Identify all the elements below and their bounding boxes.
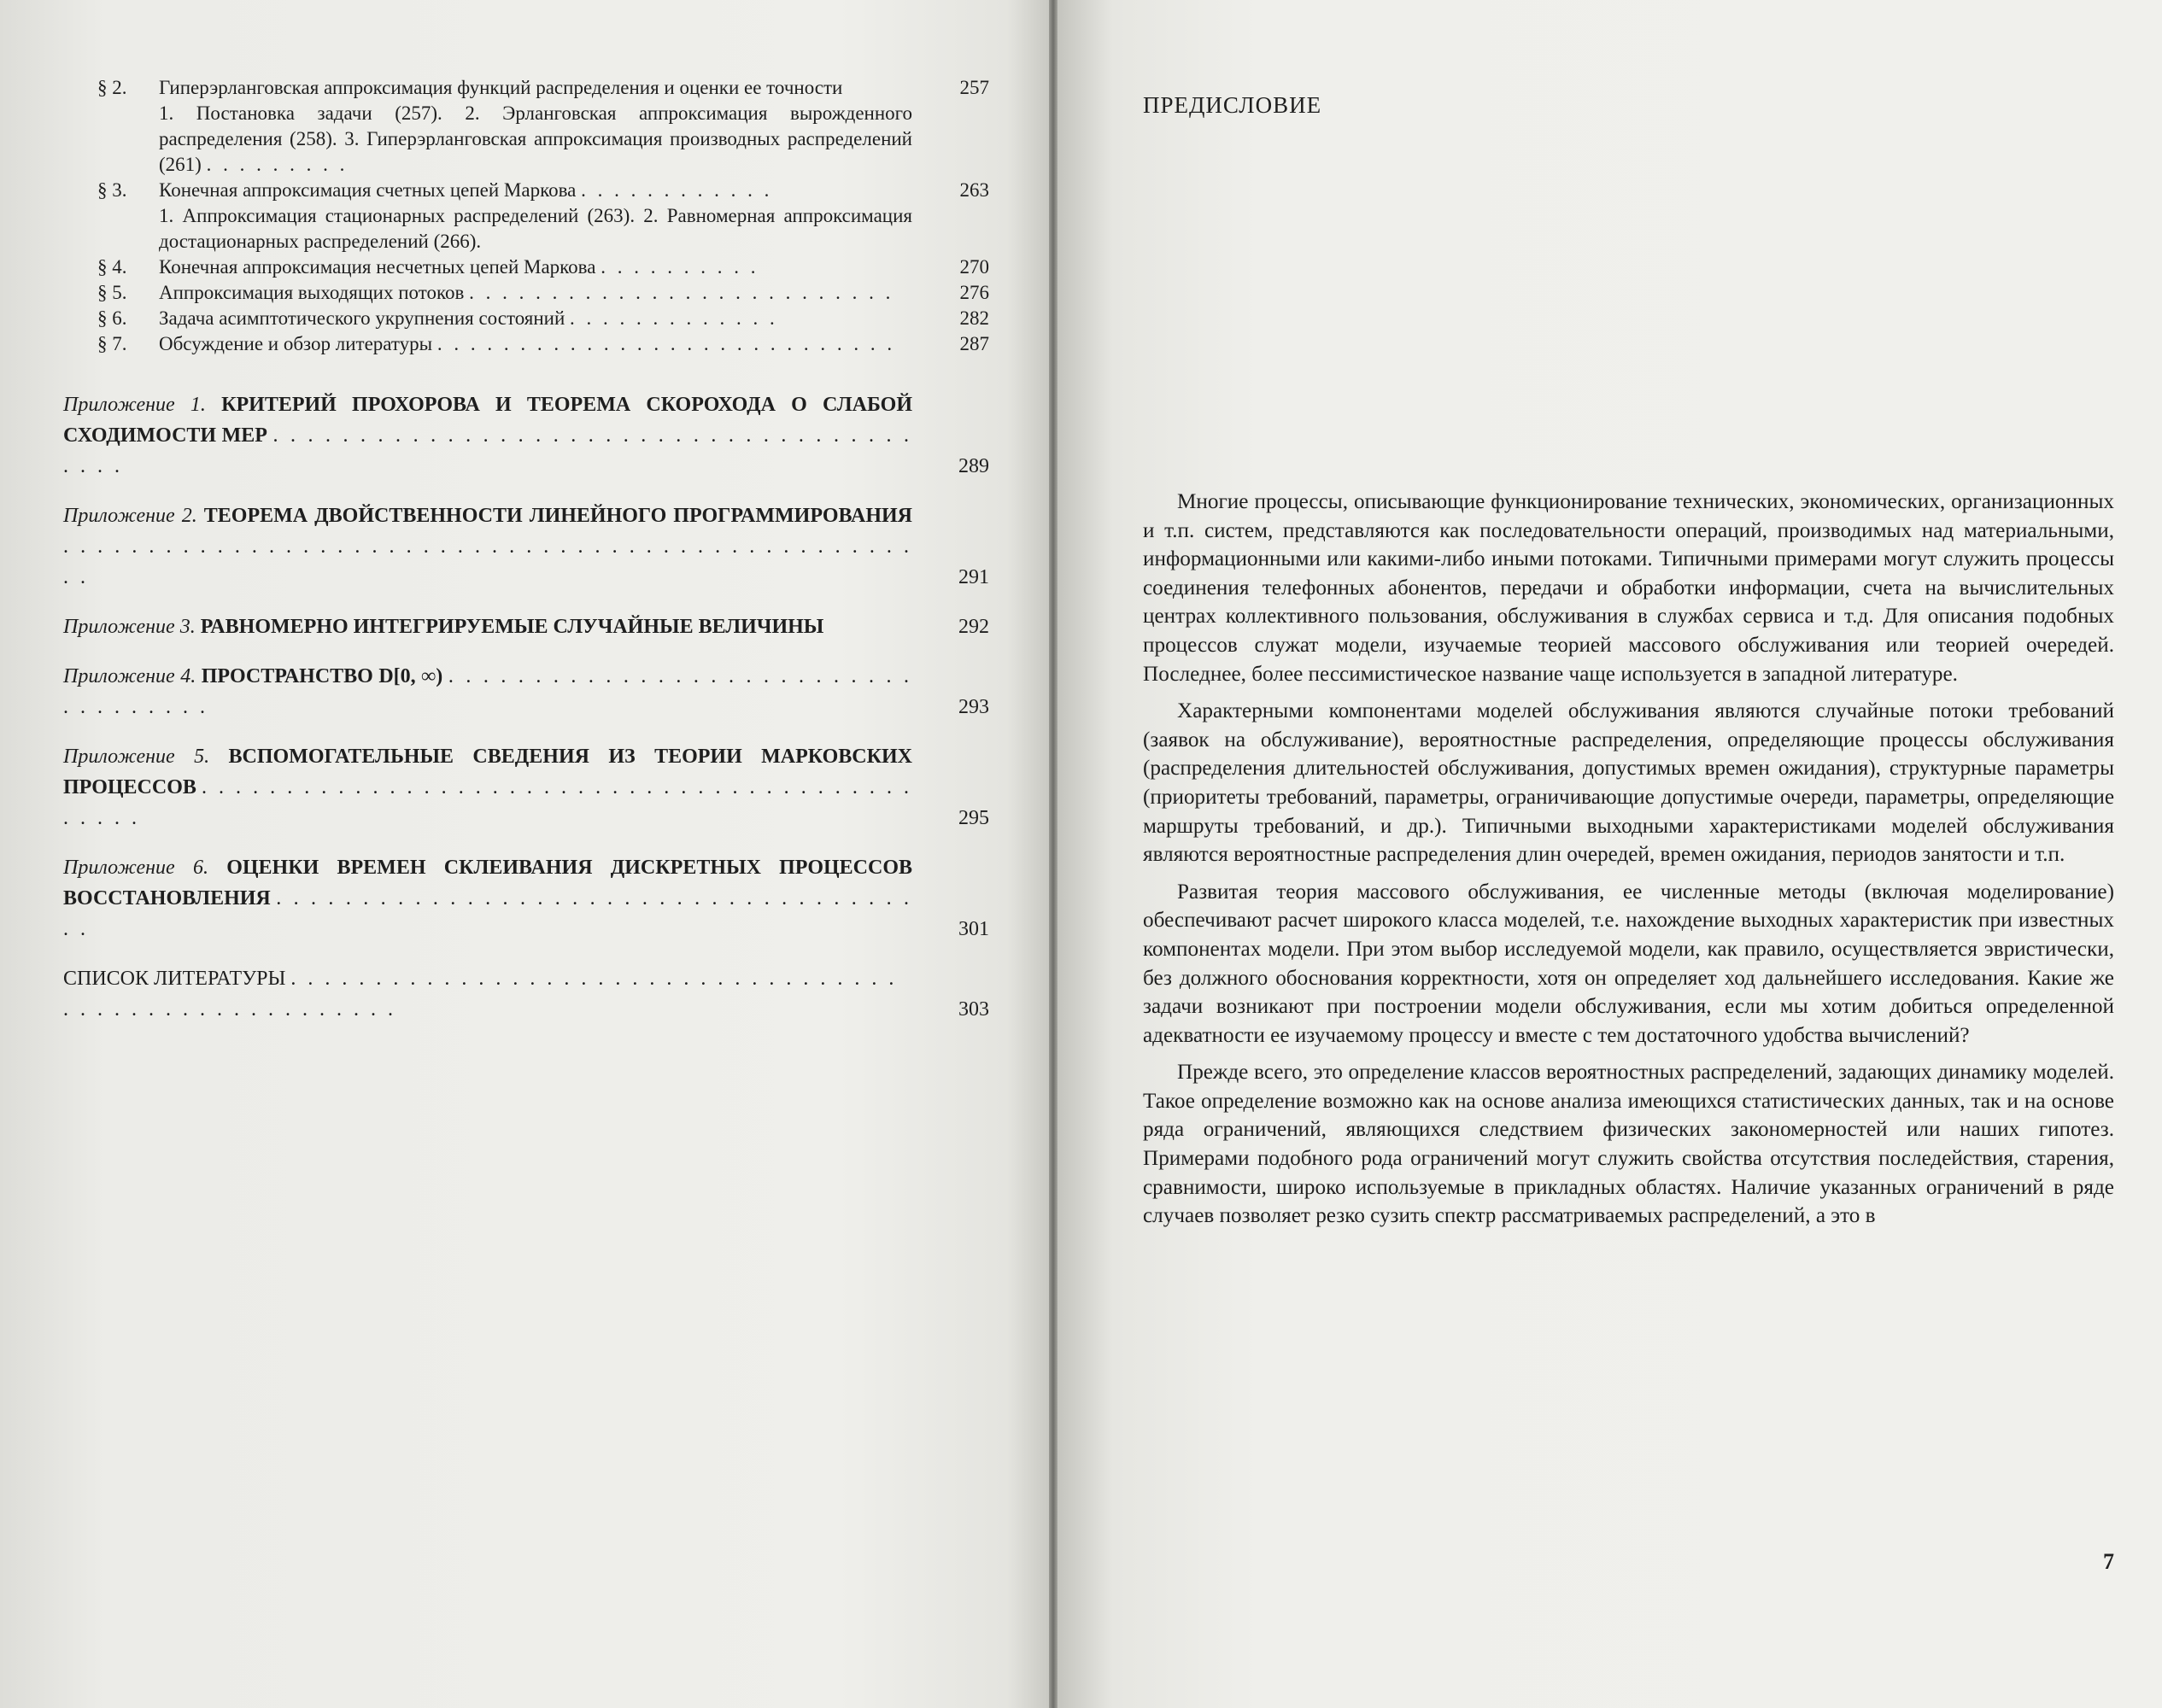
section-title: Задача асимптотического укрупнения состояний	[159, 307, 565, 329]
section-page: 257	[959, 77, 989, 98]
appendix-title: ТЕОРЕМА ДВОЙСТВЕННОСТИ ЛИНЕЙНОГО ПРОГРАММИРОВАНИЯ	[203, 505, 912, 527]
appendix-label: Приложение 5.	[63, 746, 210, 768]
section-number: § 5.	[97, 282, 127, 303]
section-page: 282	[959, 307, 989, 329]
preface-paragraph: Развитая теория массового обслуживания, ее численные методы (включая моделирование) обеспечивают расчет широкого класса моделей, т.е. нахождение выходных характеристик при известных компонентах модели. При этом выбор исследуемой модели, как правило, осуществляется эвристически, без должного обоснования корректности, хотя он определяет ход дальнейшего исследования. Какие же задачи возникают при построении модели обслуживания, если мы хотим добиться определенной адекватности ее изучаемому процессу и вместе с тем достаточного удобства вычислений?	[1143, 880, 2114, 1047]
section-page: 270	[959, 256, 989, 278]
toc-section	[63, 75, 989, 178]
appendix-page: 291	[958, 566, 989, 588]
appendix-label: Приложение 1.	[63, 394, 206, 416]
preface-paragraph: Многие процессы, описывающие функционирование технических, экономических, организационных и т.п. систем, представляются как последовательности операций, производимых над материальными, информационными или какими-либо иными потоками. Типичными примерами могут служить процессы соединения телефонных абонентов, передачи и обработки информации, счета на вычислительных центрах коллективного пользования, обслуживания в службах сервиса и т.д. Для описания подобных процессов служат модели, изучаемые теорией массового обслуживания или теорией очередей. Последнее, более пессимистическое название чаще используется в западной литературе.	[1143, 490, 2114, 686]
section-page: 287	[959, 333, 989, 354]
appendix-title: ПРОСТРАНСТВО D[0, ∞)	[201, 665, 443, 687]
section-subtopics: 1. Постановка задачи (257). 2. Эрланговская аппроксимация вырожденного распределения (258). 3. Гиперэрланговская аппроксимация производных распределений (261) . . . . . . . . .	[159, 102, 912, 175]
section-number: § 4.	[97, 256, 127, 278]
toc-appendix: Приложение 5. ВСПОМОГАТЕЛЬНЫЕ СВЕДЕНИЯ ИЗ ТЕОРИИ МАРКОВСКИХ ПРОЦЕССОВ . . . . . . . . . . . . . . . . . . . . . . . . . . . . . . . . . . . . . . . . . . . . . . . 295	[63, 741, 989, 834]
preface-paragraph: Прежде всего, это определение классов вероятностных распределений, задающих динамику моделей. Такое определение возможно как на основе анализа имеющихся статистических данных, так и на основе ряда ограничений, являющихся следствием физических закономерностей или наших гипотез. Примерами подобного рода ограничений могут служить свойства отсутствия последействия, старения, сравнимости, широко используемые в прикладных областях. Наличие указанных ограничений в ряде случаев позволяет резко сузить спектр рассматриваемых распределений, а это в	[1143, 1061, 2114, 1228]
literature-title: СПИСОК ЛИТЕРАТУРЫ	[63, 968, 286, 990]
page-number: 7	[2103, 1549, 2114, 1574]
right-page-preface	[1058, 0, 2162, 1708]
section-number: § 2.	[97, 77, 127, 98]
section-title: Конечная аппроксимация несчетных цепей Маркова	[159, 256, 596, 278]
appendix-page: 289	[958, 455, 989, 477]
preface-text	[1143, 488, 2114, 1231]
section-title: Конечная аппроксимация счетных цепей Маркова	[159, 179, 577, 201]
appendix-title: ОЦЕНКИ ВРЕМЕН СКЛЕИВАНИЯ ДИСКРЕТНЫХ ПРОЦЕССОВ ВОССТАНОВЛЕНИЯ	[63, 857, 913, 910]
section-title: Гиперэрланговская аппроксимация функций распределения и оценки ее точности	[159, 77, 843, 98]
toc-appendix: Приложение 1. КРИТЕРИЙ ПРОХОРОВА И ТЕОРЕМА СКОРОХОДА О СЛАБОЙ СХОДИМОСТИ МЕР . . . . . . . . . . . . . . . . . . . . . . . . . . . . . . . . . . . . . . . . . 289	[63, 389, 989, 482]
appendix-label: Приложение 2.	[63, 505, 197, 527]
toc-section: § 4. Конечная аппроксимация несчетных цепей Маркова . . . . . . . . . . 270	[63, 254, 989, 280]
section-page: 263	[959, 179, 989, 201]
literature-page: 303	[958, 998, 989, 1021]
section-subtopics: 1. Аппроксимация стационарных распределений (263). 2. Равномерная аппроксимация достационарных распределений (266).	[159, 205, 912, 252]
appendix-label: Приложение 4.	[63, 665, 196, 687]
appendix-page: 292	[958, 616, 989, 638]
book-gutter	[1049, 0, 1058, 1708]
appendix-title: КРИТЕРИЙ ПРОХОРОВА И ТЕОРЕМА СКОРОХОДА О СЛАБОЙ СХОДИМОСТИ МЕР	[63, 394, 912, 447]
toc-appendix: Приложение 6. ОЦЕНКИ ВРЕМЕН СКЛЕИВАНИЯ ДИСКРЕТНЫХ ПРОЦЕССОВ ВОССТАНОВЛЕНИЯ . . . . . . . . . . . . . . . . . . . . . . . . . . . . . . . . . . . . . . . 301	[63, 852, 989, 945]
appendix-title: РАВНОМЕРНО ИНТЕГРИРУЕМЫЕ СЛУЧАЙНЫЕ ВЕЛИЧИНЫ	[200, 616, 824, 638]
toc-appendix: Приложение 2. ТЕОРЕМА ДВОЙСТВЕННОСТИ ЛИНЕЙНОГО ПРОГРАММИРОВАНИЯ . . . . . . . . . . . . . . . . . . . . . . . . . . . . . . . . . . . . . . . . . . . . . . . . . . . . 291	[63, 500, 989, 593]
left-page-toc	[0, 0, 1049, 1708]
section-number: § 7.	[97, 333, 127, 354]
appendix-page: 301	[958, 918, 989, 940]
toc-section: § 5. Аппроксимация выходящих потоков . . . . . . . . . . . . . . . . . . . . . . . . . . 276	[63, 280, 989, 306]
appendix-page: 295	[958, 807, 989, 829]
toc-appendix	[63, 611, 989, 642]
section-number: § 6.	[97, 307, 127, 329]
section-page: 276	[959, 282, 989, 303]
preface-paragraph: Характерными компонентами моделей обслуживания являются случайные потоки требований (заявок на обслуживание), вероятностные распределения, определяющие процессы обслуживания (распределения длительностей обслуживания, допустимых времен ожидания), структурные параметры (приоритеты требований, параметры, ограничивающие допустимые очереди, параметры, определяющие маршруты требований, и др.). Типичными выходными характеристиками моделей обслуживания являются вероятностные распределения длин очередей, времен ожидания, периодов занятости и т.п.	[1143, 699, 2114, 867]
appendix-label: Приложение 6.	[63, 857, 208, 879]
toc-literature: СПИСОК ЛИТЕРАТУРЫ . . . . . . . . . . . . . . . . . . . . . . . . . . . . . . . . . . . . . . . . . . . . . . . . . . . . . . . . 303	[63, 963, 989, 1025]
toc-section: § 3. Конечная аппроксимация счетных цепей Маркова . . . . . . . . . . . . 1. Аппроксимация стационарных распределений (263). 2. Равномерная аппроксимация достационарных распределений (266). 263	[63, 178, 989, 254]
toc-section: § 6. Задача асимптотического укрупнения состояний . . . . . . . . . . . . . 282	[63, 306, 989, 331]
appendix-title: ВСПОМОГАТЕЛЬНЫЕ СВЕДЕНИЯ ИЗ ТЕОРИИ МАРКОВСКИХ ПРОЦЕССОВ	[63, 746, 912, 798]
preface-heading: ПРЕДИСЛОВИЕ	[1143, 92, 1322, 118]
toc-appendix: Приложение 4. ПРОСТРАНСТВО D[0, ∞) . . . . . . . . . . . . . . . . . . . . . . . . . . . . . . . . . . . . 293	[63, 661, 989, 722]
section-title: Обсуждение и обзор литературы	[159, 333, 433, 354]
appendix-label: Приложение 3.	[63, 616, 196, 638]
section-number: § 3.	[97, 179, 127, 201]
section-title: Аппроксимация выходящих потоков	[159, 282, 465, 303]
toc-section: § 7. Обсуждение и обзор литературы . . . . . . . . . . . . . . . . . . . . . . . . . . . . 287	[63, 331, 989, 357]
appendix-page: 293	[958, 696, 989, 718]
